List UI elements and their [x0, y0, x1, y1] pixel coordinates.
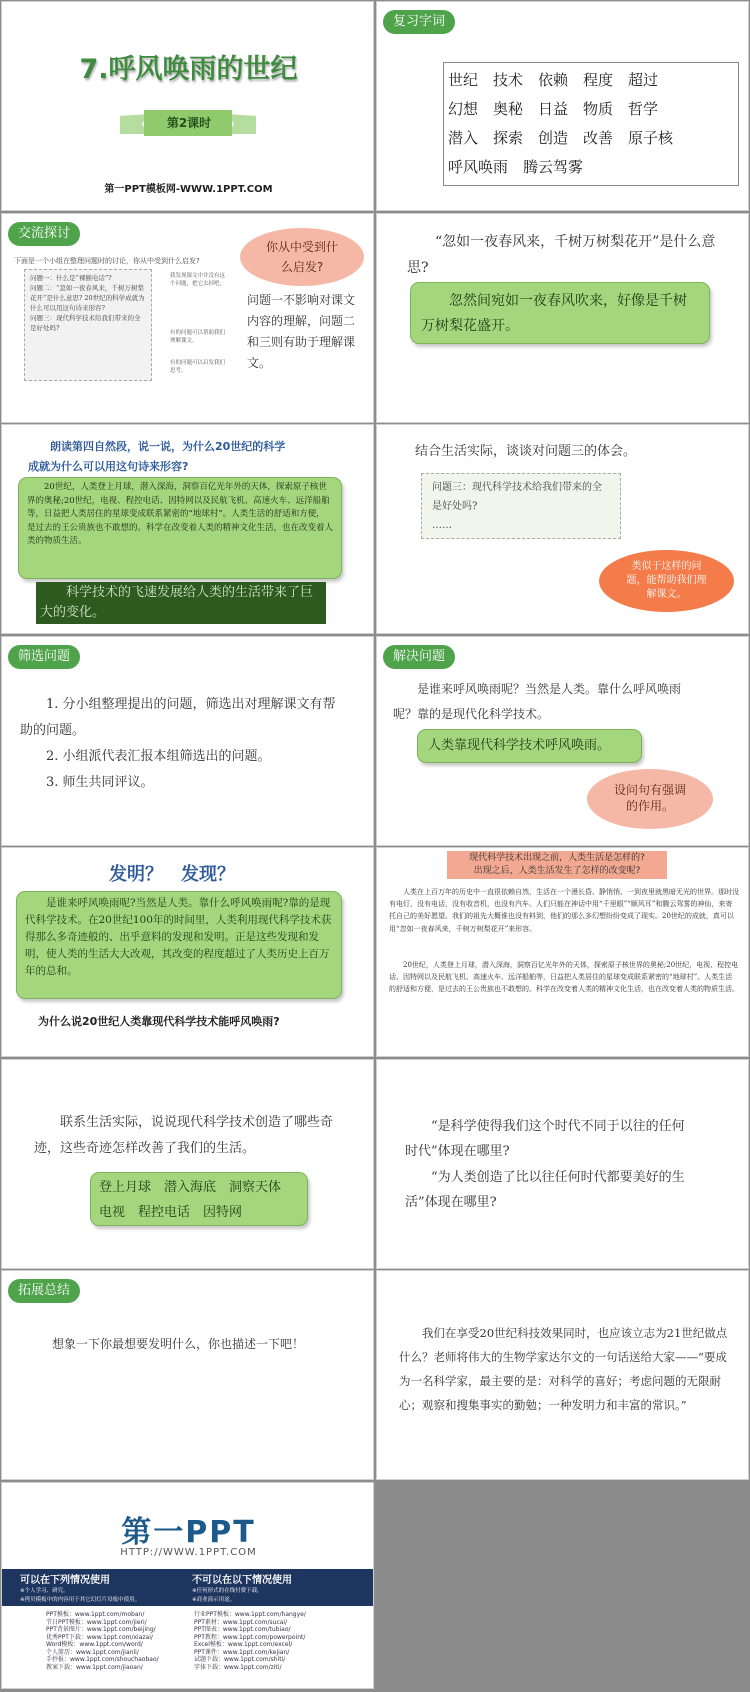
answer-text: 问题一不影响对课文内容的理解，问题二和三则有助于理解课文。: [247, 293, 356, 370]
question-3: 问题三：现代科学技术给我们带来的全是好处吗?: [30, 314, 141, 332]
link-item[interactable]: PPT背景图片：www.1ppt.com/beijing/: [46, 1626, 156, 1633]
logo: 第一PPT: [121, 1515, 256, 1550]
section-tag: 交流探讨: [8, 222, 80, 246]
slide-title[interactable]: [1, 1, 374, 211]
ellipsis: ……: [432, 520, 452, 531]
word-row: 世纪 技术 依赖 程度 超过: [448, 71, 659, 89]
paragraph-text: 是谁来呼风唤雨呢?当然是人类。靠什么呼风唤雨呢?靠的是现代科学技术。在20世纪100年的时间里，人类利用现代科学技术获得那么多奇迹般的、出乎意料的发现和发明。正是这些发现和发明，使人类的生活大大改观，其改变的程度超过了人类历史上百万年的总和。: [25, 897, 332, 977]
slide-filter-questions[interactable]: [1, 636, 374, 846]
slide-miracles[interactable]: [1, 1059, 374, 1269]
section-tag: 解决问题: [383, 645, 455, 669]
section-tag: 复习字词: [383, 10, 455, 34]
slide-summary[interactable]: [376, 1270, 749, 1480]
link-list-left: [46, 1611, 196, 1671]
cannot-item: ※任何形式的在线付费下载。: [192, 1588, 263, 1594]
slide-life-change[interactable]: [376, 847, 749, 1057]
slide-era-questions[interactable]: [376, 1059, 749, 1269]
banner-line: 现代科学技术出现之前，人类生活是怎样的?: [469, 853, 645, 863]
link-item[interactable]: 试题下载：www.1ppt.com/shiti/: [194, 1656, 286, 1663]
notebook-image: [24, 269, 152, 381]
source-label: 第一PPT模板网-WWW.1PPT.COM: [104, 184, 273, 195]
link-list-right: [194, 1611, 354, 1671]
banner-line: 出现之后，人类生活发生了怎样的改变呢?: [473, 866, 641, 876]
paragraph-text: 20世纪，人类登上月球，潜入深海，洞察百亿光年外的天体，探索原子核世界的奥秘;20世纪，电视、程控电话、因特网以及民航飞机、高速火车、远洋船舶等，日益把人类居住的星球变成联系紧密的“地球村”。人类生活的舒适和方便，是过去的王公贵族也不敢想的。科学在改变着人类的精神文化生活，也在改变着人类的物质生活。: [27, 482, 334, 546]
usage-banner: [2, 1569, 374, 1606]
cloud-text: 你从中受到什么启发?: [265, 240, 338, 274]
question-2: “为人类创造了比以往任何时代都要美好的生活”体现在哪里?: [405, 1170, 685, 1210]
answer-text: 忽然间宛如一夜春风吹来，好像是千树万树梨花盛开。: [421, 293, 687, 334]
body-text: 是谁来呼风唤雨呢？当然是人类。靠什么呼风唤雨呢？靠的是现代化科学技术。: [393, 682, 682, 721]
section-tag: 拓展总结: [8, 1279, 80, 1303]
section-tag: 筛选问题: [8, 645, 80, 669]
word-box: [443, 62, 739, 186]
body-text: 联系生活实际，说说现代科学技术创造了哪些奇迹，这些奇迹怎样改善了我们的生活。: [34, 1115, 334, 1156]
paragraph-box: [16, 891, 342, 999]
slide-solve-questions[interactable]: [376, 636, 749, 846]
link-item[interactable]: 节日PPT模板：www.1ppt.com/jieri/: [46, 1618, 147, 1626]
paragraph-1: 人类在上百万年的历史中一直很依赖自然，生活在一个漫长昏、静悄悄、一到夜里就黑暗无光的世界。那时没有电灯，没有电话，没有收音机，也没有汽车。人们只能在神话中用“千里眼”“顺风耳”和腾云驾雾的神仙，来寄托自己的美好愿望。我们的祖先大概谁也没有料到，他们的那么多幻想纷纷变成了现实。20世纪的成就，真可以用“忽如一夜春风来，千树万树梨花开”来形容。: [389, 888, 739, 933]
lesson-label: 第2课时: [166, 116, 212, 130]
cannot-item: ※商业演示用途。: [192, 1597, 236, 1603]
slide-experience[interactable]: [376, 424, 749, 634]
link-item[interactable]: PPT模板：www.1ppt.com/moban/: [46, 1611, 145, 1618]
question-1: 问题一：什么是“裸猴电话”?: [30, 274, 112, 282]
step-item: 2. 小组派代表汇报本组筛选出的问题。: [46, 749, 271, 764]
side-note-3: 有的问题可以启发我们思考。: [170, 360, 226, 374]
link-item[interactable]: 优秀PPT下载：www.1ppt.com/xiazai/: [46, 1633, 153, 1641]
question-text: “忽如一夜春风来，千树万树梨花开”是什么意思?: [407, 234, 716, 276]
step-item: 1. 分小组整理提出的问题，筛选出对理解课文有帮助的问题。: [20, 697, 336, 738]
link-item[interactable]: Word模板：www.1ppt.com/word/: [46, 1641, 143, 1648]
slide-copyright[interactable]: [1, 1482, 374, 1689]
thought-cloud: [599, 550, 734, 612]
link-item[interactable]: 行业PPT模板：www.1ppt.com/hangye/: [194, 1611, 306, 1618]
intro-text: 结合生活实际，谈谈对问题三的体会。: [415, 444, 637, 459]
cloud-text: 类似于这样的问题，能帮助我们理解课文。: [626, 561, 707, 600]
paragraph-box: [18, 477, 342, 579]
question-2: 问题二：“忽如一夜春风来，千树万树梨花开”是什么意思? 20世纪的科学成就为什么可以用这句诗来形容?: [30, 284, 145, 312]
question-image: [421, 473, 621, 539]
banner: [447, 851, 667, 879]
cloud-text: 设问句有强调的作用。: [613, 783, 686, 813]
steps-list: [20, 692, 340, 796]
word-row: 潜入 探索 创造 改善 原子核: [448, 129, 674, 147]
site-url[interactable]: HTTP://WWW.1PPT.COM: [120, 1547, 257, 1558]
link-item[interactable]: 手抄报：www.1ppt.com/shouchaobao/: [46, 1656, 159, 1663]
summary-text: 科学技术的飞速发展给人类的生活带来了巨大的变化。: [40, 585, 314, 620]
side-note-1: 我发现课文中并没有这个问题，把它去掉吧。: [170, 273, 226, 287]
slide-heading: 朗读第四自然段，说一说，为什么20世纪的科学成就为什么可以用这句诗来形容?: [28, 440, 286, 473]
page-title: 7.呼风唤雨的世纪: [79, 54, 298, 85]
can-item: ※个人学习、研究。: [20, 1588, 69, 1594]
answer-box: [410, 282, 710, 344]
intro-text: 下面是一个小组在整理问题时的讨论，你从中受到什么启发?: [14, 257, 200, 265]
slide-extension[interactable]: [1, 1270, 374, 1480]
body-text: 想象一下你最想要发明什么，你也描述一下吧！: [52, 1337, 305, 1351]
link-item[interactable]: PPT素材：www.1ppt.com/sucai/: [194, 1618, 288, 1626]
cannot-title: 不可以在以下情况使用: [192, 1575, 292, 1586]
side-note-2: 有的问题可以帮助我们理解课文。: [170, 330, 226, 344]
link-item[interactable]: 字体下载：www.1ppt.com/ziti/: [194, 1663, 282, 1671]
can-title: 可以在下列情况使用: [20, 1575, 110, 1586]
link-item[interactable]: Excel模板：www.1ppt.com/excel/: [194, 1641, 293, 1648]
slide-read-paragraph[interactable]: [1, 424, 374, 634]
link-item[interactable]: 教案下载：www.1ppt.com/jiaoan/: [46, 1663, 143, 1671]
answer-text: 人类靠现代科学技术呼风唤雨。: [428, 738, 611, 753]
link-item[interactable]: PPT课件：www.1ppt.com/kejian/: [194, 1648, 290, 1656]
thought-cloud: [587, 769, 713, 829]
thought-cloud: [240, 228, 364, 286]
can-item: ※拷贝模板中的内容用于其它幻灯片母板中使用。: [20, 1597, 141, 1603]
answer-box: [417, 729, 642, 763]
question-1: “是科学使得我们这个时代不同于以往的任何时代”体现在哪里?: [405, 1119, 685, 1159]
slide-poem-meaning[interactable]: [376, 213, 749, 423]
step-item: 3. 师生共同评议。: [46, 775, 154, 790]
link-item[interactable]: PPT教程：www.1ppt.com/powerpoint/: [194, 1633, 306, 1641]
slide-invention-discovery[interactable]: [1, 847, 374, 1057]
link-item[interactable]: PPT图表：www.1ppt.com/tubiao/: [194, 1626, 291, 1633]
bottom-question: 为什么说20世纪人类靠现代科学技术能呼风唤雨?: [38, 1015, 280, 1028]
link-item[interactable]: 个人简历：www.1ppt.com/jianli/: [46, 1648, 139, 1656]
slide-discussion[interactable]: [1, 213, 374, 423]
answer-box: [90, 1172, 308, 1226]
answer-line: 电视 程控电话 因特网: [99, 1205, 243, 1220]
question-text: 问题三：现代科学技术给我们带来的全是好处吗?: [432, 482, 602, 512]
slide-review-words[interactable]: [376, 1, 749, 211]
word-row: 呼风唤雨 腾云驾雾: [448, 158, 584, 176]
answer-line: 登上月球 潜入海底 洞察天体: [99, 1180, 282, 1195]
word-row: 幻想 奥秘 日益 物质 哲学: [448, 100, 659, 118]
summary-box: [36, 582, 326, 624]
slide-heading: 发明？ 发现？: [109, 864, 235, 885]
body-text: 我们在享受20世纪科技效果同时，也应该立志为21世纪做点什么？老师将伟大的生物学家达尔文的一句话送给大家——“要成为一名科学家，最主要的是：对科学的喜好；考虑问题的无限耐心；观察和搜集事实的勤勉；一种发明力和丰富的常识。”: [399, 1326, 728, 1412]
paragraph-2: 20世纪，人类登上月球，潜入深海，洞察百亿光年外的天体，探索原子核世界的奥秘;20世纪，电视、程控电话、因特网以及民航飞机、高速火车、远洋船舶等，日益把人类居住的星球变成联系紧密的“地球村”。人类生活的舒适和方便，是过去的王公贵族也不敢想的。科学在改变着人类的精神文化生活，也在改变着人类的物质生活。: [389, 961, 739, 994]
